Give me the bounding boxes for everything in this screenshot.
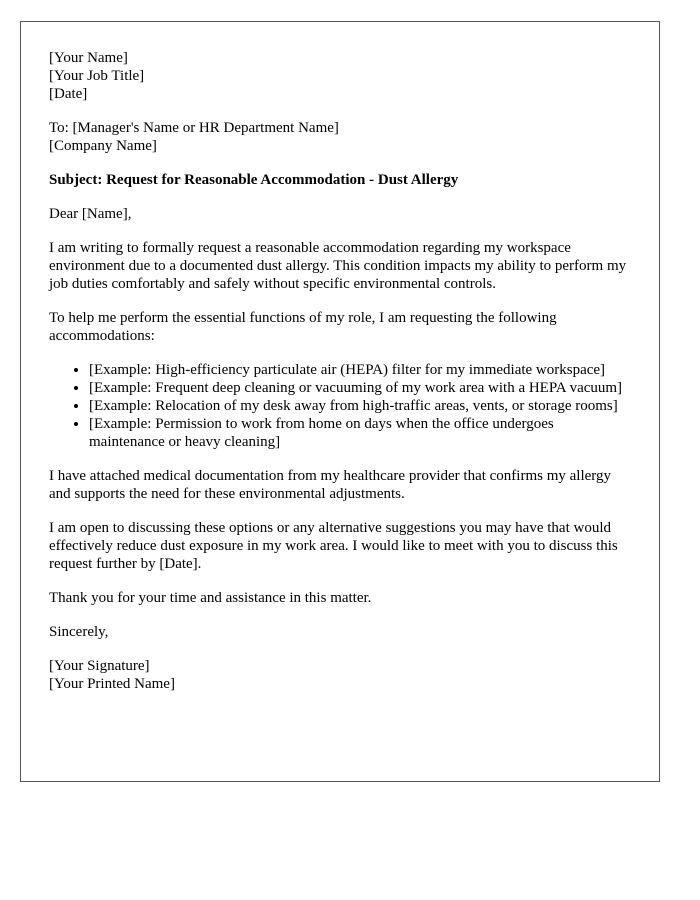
signature-block (49, 657, 631, 693)
signature-line: [Your Signature] (49, 658, 150, 674)
list-intro-paragraph: To help me perform the essential functions of my role, I am requesting the following accommodations: (49, 310, 557, 344)
salutation: Dear [Name], (49, 206, 132, 222)
list-item: • [Example: Permission to work from home on days when the office undergoes maintenance or heavy cleaning] (89, 415, 631, 451)
thanks-paragraph: Thank you for your time and assistance in this matter. (49, 590, 372, 606)
sender-block (49, 49, 631, 103)
intro-paragraph: I am writing to formally request a reasonable accommodation regarding my workspace environment due to a documented dust allergy. This condition impacts my ability to perform my job duties comfortably and safely without specific environmental controls. (49, 240, 627, 292)
list-item: • [Example: Frequent deep cleaning or vacuuming of my work area with a HEPA vacuum] (89, 379, 631, 397)
subject-line: Subject: Request for Reasonable Accommodation - Dust Allergy (49, 172, 459, 188)
printed-name-line: [Your Printed Name] (49, 676, 175, 692)
letter-document (20, 21, 660, 782)
sender-name: [Your Name] (49, 50, 128, 66)
recipient-company: [Company Name] (49, 138, 157, 154)
recipient-block (49, 119, 631, 155)
recipient-to-line: To: [Manager's Name or HR Department Name] (49, 120, 339, 136)
letter-date: [Date] (49, 86, 88, 102)
sender-job-title: [Your Job Title] (49, 68, 145, 84)
list-item: • [Example: Relocation of my desk away from high-traffic areas, vents, or storage rooms] (89, 397, 631, 415)
list-item: • [Example: High-efficiency particulate air (HEPA) filter for my immediate workspace] (89, 361, 631, 379)
sign-off: Sincerely, (49, 624, 109, 640)
accommodations-list (49, 361, 631, 451)
documentation-paragraph: I have attached medical documentation from my healthcare provider that confirms my allergy and supports the need for these environmental adjustments. (49, 468, 612, 502)
discussion-paragraph: I am open to discussing these options or any alternative suggestions you may have that would effectively reduce dust exposure in my work area. I would like to meet with you to discuss this request further by [Date]. (49, 520, 618, 572)
